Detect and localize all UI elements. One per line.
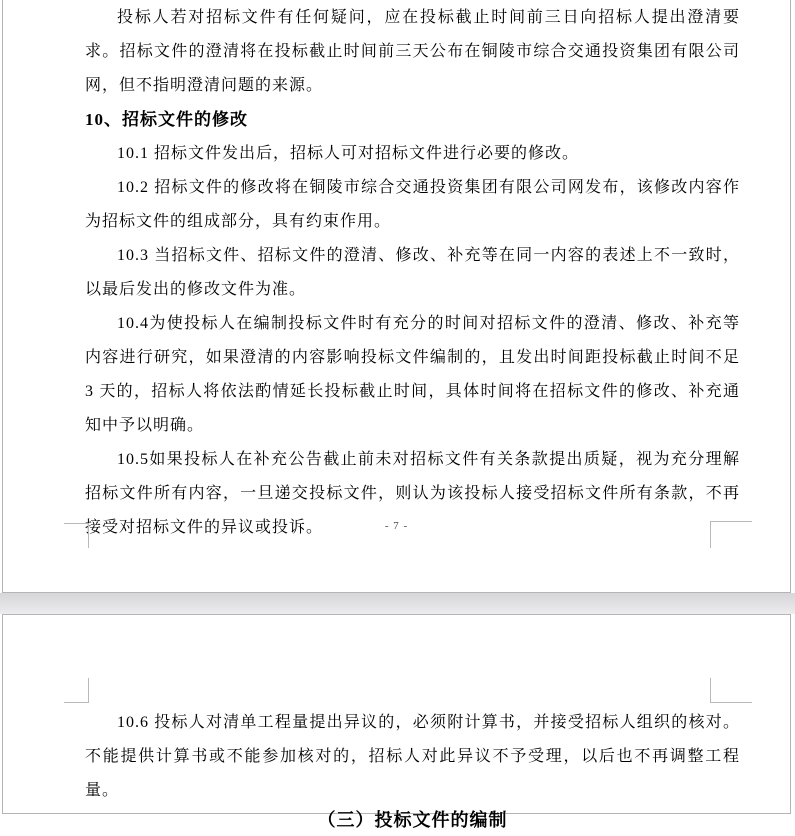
page-8-text-area [3,615,790,836]
margin-crop-mark-top-left [64,678,89,703]
clause-10-2: 10.2 招标文件的修改将在铜陵市综合交通投资集团有限公司网发布，该修改内容作为招标文件的组成部分，具有约束作用。 [85,179,740,230]
clause-10-6: 10.6 投标人对清单工程量提出异议的，必须附计算书，并接受招标人组织的核对。不能提供计算书或不能参加核对的，招标人对此异议不予受理，以后也不再调整工程量。 [85,714,740,799]
section-3-heading: （三）投标文件的编制 [317,810,508,830]
section-10-heading: 10、招标文件的修改 [85,110,248,129]
page-7-text-area [3,0,790,545]
page-gap [0,593,795,614]
page-number-footer: - 7 - [384,520,409,532]
document-page-7 [2,0,791,593]
clause-10-4: 10.4为使投标人在编制投标文件时有充分的时间对招标文件的澄清、修改、补充等内容进行研究，如果澄清的内容影响投标文件编制的，且发出时间距投标截止时间不足 3 天的，招标人将依法酌情延长投标截止时间，具体时间将在招标文件的修改、补充通知中予以明确。 [85,315,740,434]
clause-10-1: 10.1 招标文件发出后，招标人可对招标文件进行必要的修改。 [117,145,580,162]
intro-paragraph: 投标人若对招标文件有任何疑问，应在投标截止时间前三日向招标人提出澄清要求。招标文件的澄清将在投标截止时间前三天公布在铜陵市综合交通投资集团有限公司网，但不指明澄清问题的来源。 [85,9,740,94]
margin-crop-mark-top-right [710,678,752,703]
document-page-8 [2,614,791,830]
clause-10-3: 10.3 当招标文件、招标文件的澄清、修改、补充等在同一内容的表述上不一致时，以最后发出的修改文件为准。 [85,247,740,298]
clause-10-5: 10.5如果投标人在补充公告截止前未对招标文件有关条款提出质疑，视为充分理解招标文件所有内容，一旦递交投标文件，则认为该投标人接受招标文件所有条款，不再接受对招标文件的异议或投诉。 [85,451,740,536]
